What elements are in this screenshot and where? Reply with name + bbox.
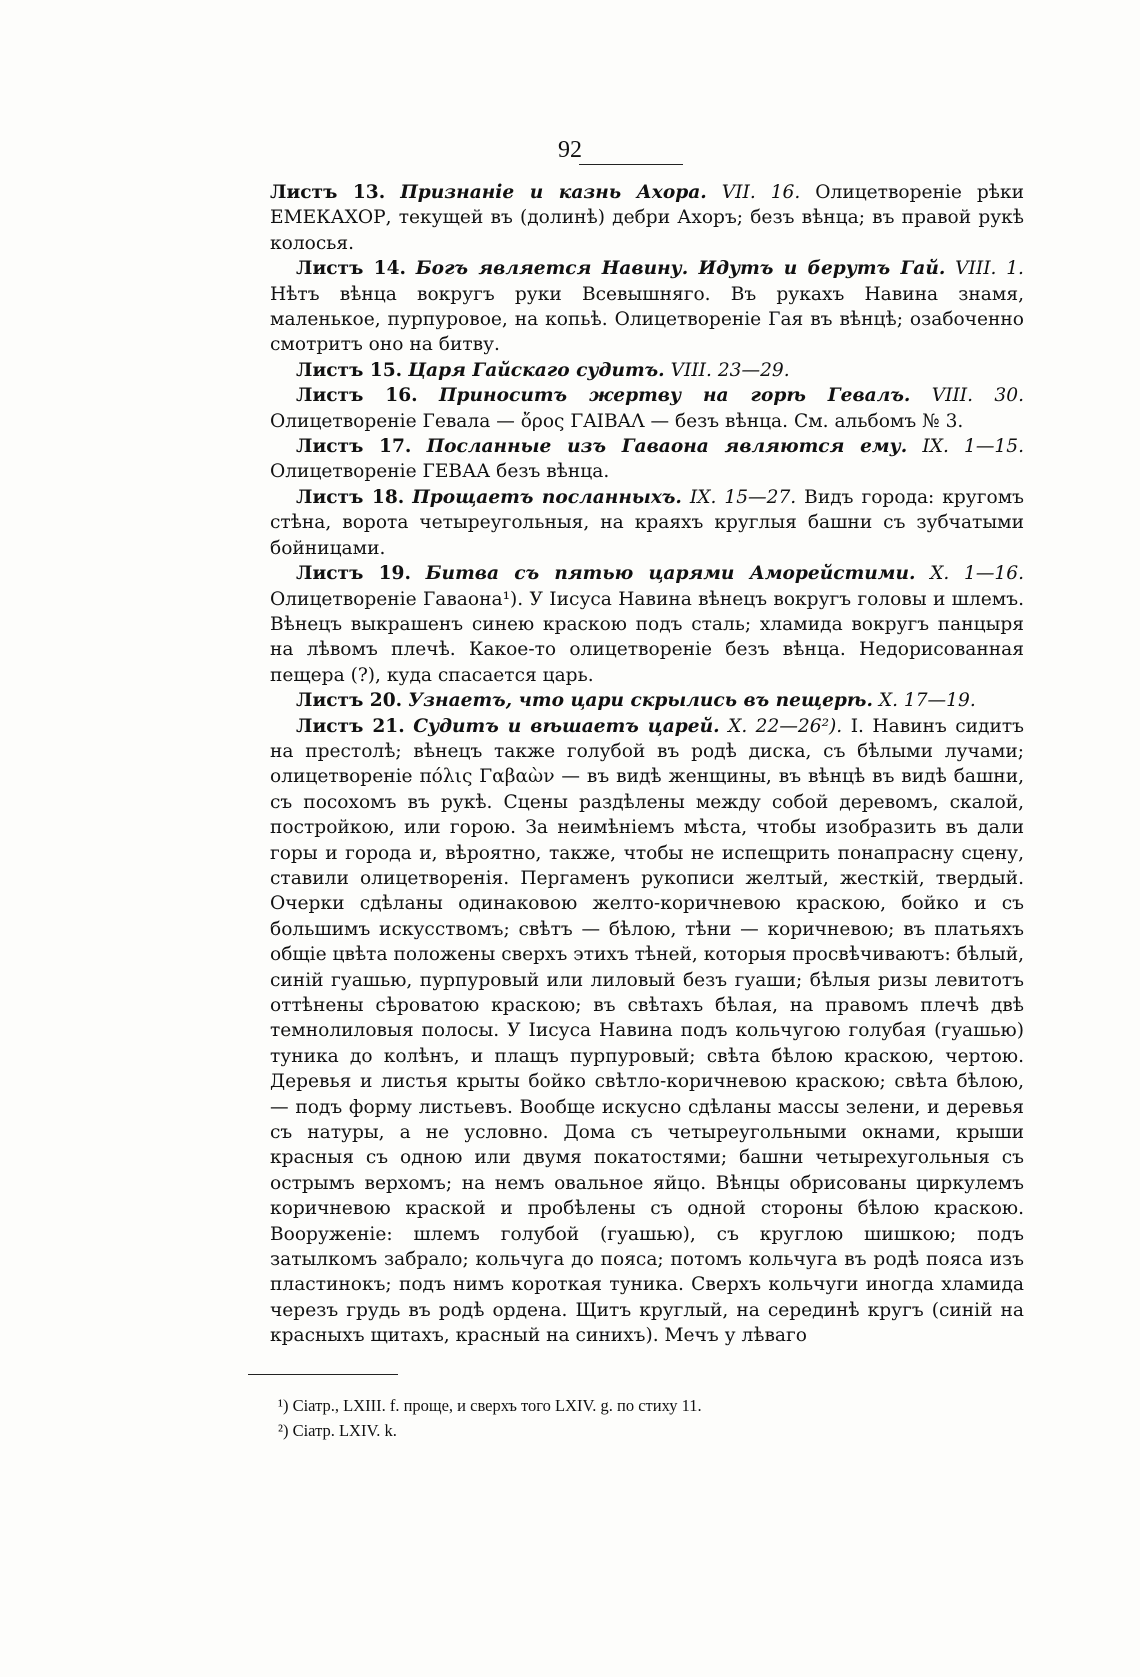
verse-reference: IX. 1—15. bbox=[922, 436, 1024, 458]
verse-reference: X. 17—19. bbox=[878, 690, 976, 712]
sheet-entry bbox=[270, 485, 1024, 561]
footnote bbox=[278, 1393, 978, 1418]
page-number-rule bbox=[579, 164, 683, 165]
sheet-description: Олицетвореніе рѣки ЕМЕКАХОР, текущей въ (долинѣ) дебри Ахоръ; безъ вѣнца; въ правой рукѣ колосья. bbox=[270, 182, 1024, 254]
sheet-description: Видъ города: кругомъ стѣна, ворота четыреугольныя, на краяхъ круглыя башни съ зубчатыми бойницами. bbox=[270, 486, 1024, 559]
verse-reference: X. 1—16. bbox=[930, 563, 1025, 585]
sheet-title: Узнаетъ, что цари скрылись въ пещерѣ. bbox=[408, 690, 873, 712]
sheet-entry bbox=[270, 358, 1024, 383]
sheet-description: Олицетвореніе Гевала — ὄρος ΓΑΙΒΑΛ — безъ вѣнца. См. альбомъ № 3. bbox=[270, 410, 964, 432]
sheet-title: Царя Гайскаго судитъ. bbox=[408, 359, 665, 381]
verse-reference: X. 22—26²). bbox=[728, 715, 843, 737]
footnotes bbox=[278, 1393, 978, 1443]
sheet-label: Листъ 16. bbox=[296, 385, 418, 407]
sheet-entry bbox=[270, 561, 1024, 688]
sheet-title: Битва съ пятью царями Аморейстими. bbox=[425, 563, 916, 585]
footnote-marker: ²) bbox=[278, 1421, 289, 1440]
body-text bbox=[270, 180, 1024, 1349]
verse-reference: VIII. 23—29. bbox=[670, 359, 790, 381]
verse-reference: VII. 16. bbox=[721, 182, 801, 203]
footnote-rule bbox=[248, 1374, 398, 1375]
sheet-label: Листъ 18. bbox=[296, 486, 405, 508]
sheet-title: Посланные изъ Гаваона являются ему. bbox=[426, 436, 908, 458]
sheet-title: Богъ является Навину. Идутъ и берутъ Гай. bbox=[415, 258, 946, 280]
sheet-entry bbox=[270, 714, 1024, 1349]
sheet-description: І. Навинъ сидитъ на престолѣ; вѣнецъ также голубой въ родѣ диска, съ бѣлыми лучами; олицетвореніе πόλις Γαβαὼν — въ видѣ женщины, въ вѣнцѣ въ видѣ башни, съ посохомъ въ рукѣ. Сцены раздѣлены между собой деревомъ, скалой, постройкою, или горою. За неимѣніемъ мѣста, чтобы изобразить въ дали горы и города и, вѣроятно, также, чтобы не испещрить понапрасну сцену, ставили олицетворенія. Пергаменъ рукописи желтый, жесткій, твердый. Очерки сдѣланы одинаковою желто-коричневою краскою, бойко и съ большимъ искусствомъ; свѣтъ — бѣлою, тѣни — коричневою; въ платьяхъ общіе цвѣта положены сверхъ этихъ тѣней, которыя просвѣчиваютъ: бѣлый, синій гуашью, пурпуровый или лиловый безъ гуаши; бѣлыя ризы левитотъ оттѣнены сѣроватою краскою; въ свѣтахъ бѣлая, на правомъ плечѣ двѣ темнолиловыя полосы. У Іисуса Навина подъ кольчугою голубая (гуашью) туника до колѣнъ, и плащъ пурпуровый; свѣта бѣлою краскою, чертою. Деревья и листья крыты бойко свѣтло-коричневою краскою; свѣта бѣлою, — подъ форму листьевъ. Вообще искусно сдѣланы массы зелени, и деревья съ натуры, а не условно. Дома съ четыреугольными окнами, крыши красныя съ одною или двумя покатостями; башни четырехугольныя съ острымъ верхомъ; на немъ овальное яйцо. Вѣнцы обрисованы циркулемъ коричневою краской и пробѣлены съ одной стороны бѣлою краскою. Вооруженіе: шлемъ голубой (гуашью), съ круглою шишкою; подъ затылкомъ забрало; кольчуга до пояса; потомъ кольчуга въ родѣ пояса изъ пластинокъ; подъ нимъ короткая туника. Сверхъ кольчуги иногда хламида черезъ грудь въ родѣ ордена. Щитъ круглый, на серединѣ кругъ (синій на красныхъ щитахъ, красный на синихъ). Мечъ у лѣваго bbox=[270, 715, 1025, 1347]
sheet-label: Листъ 19. bbox=[296, 563, 411, 585]
sheet-label: Листъ 14. bbox=[296, 258, 407, 280]
page-number: 92 bbox=[558, 137, 582, 163]
sheet-label: Листъ 21. bbox=[296, 715, 405, 737]
verse-reference: VIII. 30. bbox=[931, 385, 1024, 407]
footnote bbox=[278, 1418, 978, 1443]
sheet-description: Олицетвореніе Гаваона¹). У Іисуса Навина вѣнецъ вокругъ головы и шлемъ. Вѣнецъ выкрашенъ синею краскою подъ сталь; хламида вокругъ панцыря на лѣвомъ плечѣ. Какое-то олицетвореніе безъ вѣнца. Недорисованная пещера (?), куда спасается царь. bbox=[270, 588, 1024, 686]
footnote-text: Сіатр., LXIII. f. проще, и сверхъ того LXIV. g. по стиху 11. bbox=[292, 1396, 702, 1415]
sheet-title: Прощаетъ посланныхъ. bbox=[412, 486, 682, 508]
sheet-entry bbox=[270, 256, 1024, 358]
sheet-title: Судитъ и вѣшаетъ царей. bbox=[413, 715, 720, 737]
sheet-label: Листъ 20. bbox=[296, 690, 403, 712]
sheet-description: Олицетвореніе ГЕВАА безъ вѣнца. bbox=[270, 461, 610, 483]
sheet-title: Приноситъ жертву на горѣ Гевалъ. bbox=[438, 385, 911, 407]
sheet-entry bbox=[270, 383, 1024, 434]
verse-reference: VIII. 1. bbox=[955, 258, 1024, 280]
sheet-label: Листъ 13. bbox=[270, 182, 386, 203]
sheet-description: Нѣтъ вѣнца вокругъ руки Всевышняго. Въ рукахъ Навина знамя, маленькое, пурпуровое, на копьѣ. Олицетвореніе Гая въ вѣнцѣ; озабоченно смотритъ оно на битву. bbox=[270, 283, 1024, 356]
footnote-text: Сіатр. LXIV. k. bbox=[292, 1421, 397, 1440]
footnote-marker: ¹) bbox=[278, 1396, 289, 1415]
sheet-label: Листъ 17. bbox=[296, 436, 412, 458]
verse-reference: IX. 15—27. bbox=[689, 486, 797, 508]
sheet-entry bbox=[270, 180, 1024, 256]
sheet-entry bbox=[270, 688, 1024, 713]
sheet-label: Листъ 15. bbox=[296, 359, 403, 381]
sheet-title: Признаніе и казнь Ахора. bbox=[400, 182, 707, 203]
sheet-entry bbox=[270, 434, 1024, 485]
